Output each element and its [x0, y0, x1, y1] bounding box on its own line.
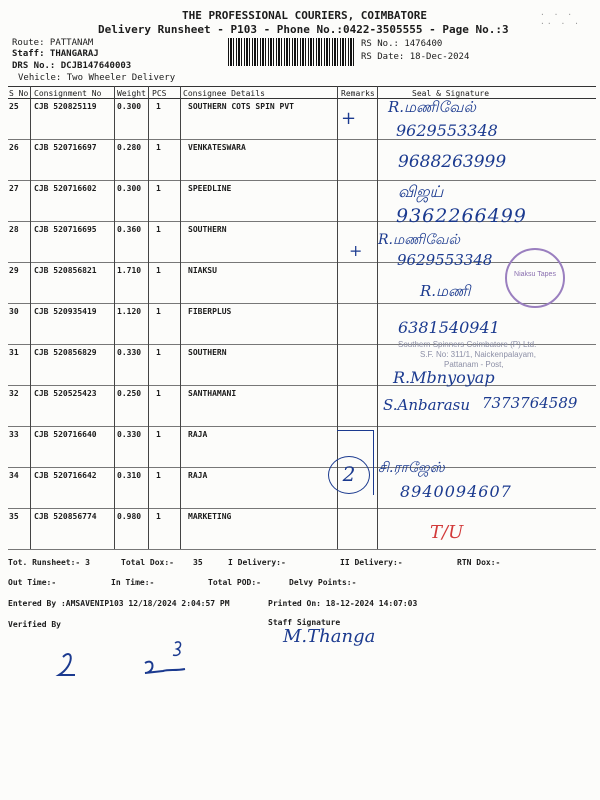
col-header-sno: S No: [9, 89, 29, 98]
total-pod: Total POD:-: [208, 578, 261, 587]
grid-line: [30, 139, 31, 180]
grid-line: [180, 508, 181, 549]
cell-sno: 29: [9, 266, 19, 275]
grid-line: [148, 139, 149, 180]
signature-row-28: R.மணிவேல்: [378, 232, 461, 248]
grid-line: [377, 86, 378, 98]
grid-line: [180, 221, 181, 262]
round-stamp-text: Niaksu Tapes: [514, 271, 556, 278]
company-stamp-line2: S.F. No: 311/1, Naickenpalayam,: [420, 350, 536, 359]
grid-line: [114, 426, 115, 467]
in-time: In Time:-: [111, 578, 155, 587]
cell-pcs: 1: [156, 225, 161, 234]
grid-line: [377, 262, 378, 303]
phone-row-34: 8940094607: [400, 482, 512, 501]
grid-line: [180, 98, 181, 139]
grid-line: [30, 180, 31, 221]
col-header-consignment: Consignment No: [34, 89, 102, 98]
grid-line: [30, 344, 31, 385]
grid-line: [337, 303, 338, 344]
staff-signature-ink: M.Thanga: [283, 626, 376, 647]
grid-line: [30, 221, 31, 262]
grid-line: [180, 139, 181, 180]
cell-sno: 35: [9, 512, 19, 521]
cell-consignee: SOUTHERN: [188, 348, 227, 357]
phone-row-25: 9629553348: [396, 121, 498, 140]
phone-row-30: 6381540941: [398, 318, 500, 337]
total-dox-label: Total Dox:-: [121, 558, 174, 567]
cell-consignee: RAJA: [188, 471, 208, 480]
grid-line: [30, 98, 31, 139]
grid-line: [30, 508, 31, 549]
cell-weight: 0.300: [117, 184, 142, 193]
grid-line: [30, 467, 31, 508]
cell-pcs: 1: [156, 266, 161, 275]
grid-line: [114, 303, 115, 344]
grid-line: [114, 467, 115, 508]
grid-line: [377, 139, 378, 180]
cell-weight: 0.980: [117, 512, 142, 521]
cell-weight: 1.710: [117, 266, 142, 275]
cell-consignee: SANTHAMANI: [188, 389, 237, 398]
grid-line: [148, 180, 149, 221]
drs-number: DRS No.: DCJB147640003: [12, 61, 132, 71]
cell-sno: 28: [9, 225, 19, 234]
grid-line: [30, 385, 31, 426]
cell-weight: 0.280: [117, 143, 142, 152]
company-stamp-line3: Pattanam - Post,: [444, 360, 504, 369]
ii-delivery: II Delivery:-: [340, 558, 403, 567]
grid-line: [377, 303, 378, 344]
grid-line: [180, 86, 181, 98]
runsheet-title: Delivery Runsheet - P103 - Phone No.:0422-3505555 - Page No.:3: [98, 23, 509, 36]
col-header-consignee: Consignee Details: [183, 89, 265, 98]
grid-line: [337, 385, 338, 426]
cell-consignment: CJB 520935419: [34, 307, 97, 316]
cell-sno: 25: [9, 102, 19, 111]
grid-line: [114, 221, 115, 262]
cell-sno: 27: [9, 184, 19, 193]
rs-number: RS No.: 1476400: [361, 39, 443, 49]
cell-pcs: 1: [156, 430, 161, 439]
cell-consignment: CJB 520856829: [34, 348, 97, 357]
cell-pcs: 1: [156, 184, 161, 193]
cell-pcs: 1: [156, 102, 161, 111]
grid-line: [337, 86, 338, 98]
grid-line: [377, 98, 378, 139]
grid-line: [30, 426, 31, 467]
grid-line: [180, 344, 181, 385]
phone-row-27: 9362266499: [396, 205, 527, 227]
row-rule: [8, 385, 596, 386]
total-dox-value: 35: [193, 558, 203, 567]
tot-runsheet: Tot. Runsheet:- 3: [8, 558, 90, 567]
grid-line: [148, 385, 149, 426]
cell-sno: 32: [9, 389, 19, 398]
row-rule: [8, 303, 596, 304]
grid-line: [114, 344, 115, 385]
delvy-points: Delvy Points:-: [289, 578, 357, 587]
grid-line: [337, 139, 338, 180]
vehicle-label: Vehicle: Two Wheeler Delivery: [18, 73, 176, 83]
grid-line: [180, 262, 181, 303]
corner-marks: · · · ·· · ·: [540, 10, 581, 28]
grid-line: [148, 508, 149, 549]
cell-consignee: SOUTHERN COTS SPIN PVT: [188, 102, 294, 111]
count-circle: [328, 456, 370, 494]
row-rule: [8, 426, 596, 427]
cell-consignment: CJB 520825119: [34, 102, 97, 111]
grid-line: [148, 426, 149, 467]
grid-line: [377, 344, 378, 385]
cell-consignment: CJB 520716695: [34, 225, 97, 234]
barcode: [228, 38, 354, 66]
grid-line: [180, 303, 181, 344]
staff-label: Staff: THANGARAJ: [12, 49, 99, 59]
row-rule: [8, 139, 596, 140]
cell-weight: 0.300: [117, 102, 142, 111]
cell-consignment: CJB 520525423: [34, 389, 97, 398]
grid-line: [180, 467, 181, 508]
cell-consignee: FIBERPLUS: [188, 307, 232, 316]
cell-consignee: SOUTHERN: [188, 225, 227, 234]
phone-row-28: 9629553348: [397, 251, 493, 269]
rs-date: RS Date: 18-Dec-2024: [361, 52, 470, 62]
cell-pcs: 1: [156, 512, 161, 521]
grid-line: [148, 467, 149, 508]
grid-line: [114, 98, 115, 139]
cell-weight: 0.250: [117, 389, 142, 398]
cell-pcs: 1: [156, 471, 161, 480]
grid-line: [337, 180, 338, 221]
cell-sno: 30: [9, 307, 19, 316]
signature-row-31: R.Mbnyoyap: [393, 368, 495, 387]
company-name: THE PROFESSIONAL COURIERS, COIMBATORE: [182, 9, 428, 22]
grid-line: [337, 508, 338, 549]
row-rule: [8, 467, 596, 468]
grid-line: [30, 303, 31, 344]
remark-mark: +: [341, 108, 357, 129]
out-time: Out Time:-: [8, 578, 57, 587]
signature-row-32: S.Anbarasu: [383, 396, 471, 414]
grid-line: [114, 385, 115, 426]
header-bottom-rule: [8, 98, 596, 99]
grid-line: [114, 508, 115, 549]
printed-on: Printed On: 18-12-2024 14:07:03: [268, 599, 418, 608]
cell-consignment: CJB 520856774: [34, 512, 97, 521]
grid-line: [337, 344, 338, 385]
row-rule: [8, 508, 596, 509]
cell-consignment: CJB 520716642: [34, 471, 97, 480]
grid-line: [337, 221, 338, 262]
grid-line: [148, 344, 149, 385]
cell-sno: 31: [9, 348, 19, 357]
phone-row-26: 9688263999: [398, 152, 507, 172]
cell-weight: 0.330: [117, 430, 142, 439]
cell-weight: 1.120: [117, 307, 142, 316]
verifier-scribble: [45, 635, 215, 685]
grid-line: [180, 426, 181, 467]
cell-sno: 26: [9, 143, 19, 152]
cell-consignment: CJB 520716602: [34, 184, 97, 193]
grid-line: [114, 180, 115, 221]
signature-row-27: விஜய்: [398, 182, 444, 201]
cell-pcs: 1: [156, 348, 161, 357]
grid-line: [114, 139, 115, 180]
company-stamp: [398, 340, 536, 370]
grid-line: [377, 508, 378, 549]
grid-line: [114, 262, 115, 303]
col-header-weight: Weight: [117, 89, 146, 98]
grid-line: [30, 262, 31, 303]
grid-line: [377, 385, 378, 426]
signature-row-25: R.மணிவேல்: [388, 98, 476, 116]
grid-line: [148, 262, 149, 303]
grid-line: [180, 180, 181, 221]
cell-pcs: 1: [156, 143, 161, 152]
grid-line: [337, 262, 338, 303]
cell-weight: 0.310: [117, 471, 142, 480]
cell-consignee: RAJA: [188, 430, 208, 439]
cell-consignee: VENKATESWARA: [188, 143, 246, 152]
cell-sno: 34: [9, 471, 19, 480]
grid-line: [30, 86, 31, 98]
grid-line: [148, 221, 149, 262]
company-stamp-line1: Southern Spinners Coimbatore (P) Ltd.: [398, 340, 537, 349]
signature-row-29: R.மணி: [420, 282, 471, 300]
grid-line: [148, 98, 149, 139]
note-row-35: T/U: [430, 522, 464, 543]
grid-line: [148, 303, 149, 344]
count-circle-text: 2: [342, 462, 356, 486]
route-label: Route: PATTANAM: [12, 38, 94, 48]
verified-by: Verified By: [8, 620, 61, 629]
col-header-remarks: Remarks: [341, 89, 375, 98]
staff-signature-label: Staff Signature: [268, 618, 341, 627]
table-top-rule: [8, 86, 596, 87]
col-header-pcs: PCS: [152, 89, 167, 98]
cell-pcs: 1: [156, 389, 161, 398]
row-rule: [8, 549, 596, 550]
cell-consignment: CJB 520716640: [34, 430, 97, 439]
grid-line: [114, 86, 115, 98]
grid-line: [377, 180, 378, 221]
cell-sno: 33: [9, 430, 19, 439]
grid-line: [148, 86, 149, 98]
cell-weight: 0.360: [117, 225, 142, 234]
i-delivery: I Delivery:-: [228, 558, 286, 567]
cell-consignment: CJB 520856821: [34, 266, 97, 275]
signature-row-34: சி.ராஜேஸ்: [378, 460, 445, 476]
cell-pcs: 1: [156, 307, 161, 316]
round-stamp: [505, 248, 565, 308]
cell-consignment: CJB 520716697: [34, 143, 97, 152]
cell-consignee: SPEEDLINE: [188, 184, 232, 193]
col-header-seal: Seal & Signature: [412, 89, 490, 98]
remark-mark-28: +: [349, 241, 363, 260]
cell-consignee: MARKETING: [188, 512, 232, 521]
entered-by: Entered By :AMSAVENIP103 12/18/2024 2:04:57 PM: [8, 599, 230, 608]
phone-row-32: 7373764589: [482, 394, 578, 412]
rtn-dox: RTN Dox:-: [457, 558, 501, 567]
grid-line: [180, 385, 181, 426]
grid-line: [337, 98, 338, 139]
row-rule: [8, 180, 596, 181]
cell-weight: 0.330: [117, 348, 142, 357]
cell-consignee: NIAKSU: [188, 266, 217, 275]
